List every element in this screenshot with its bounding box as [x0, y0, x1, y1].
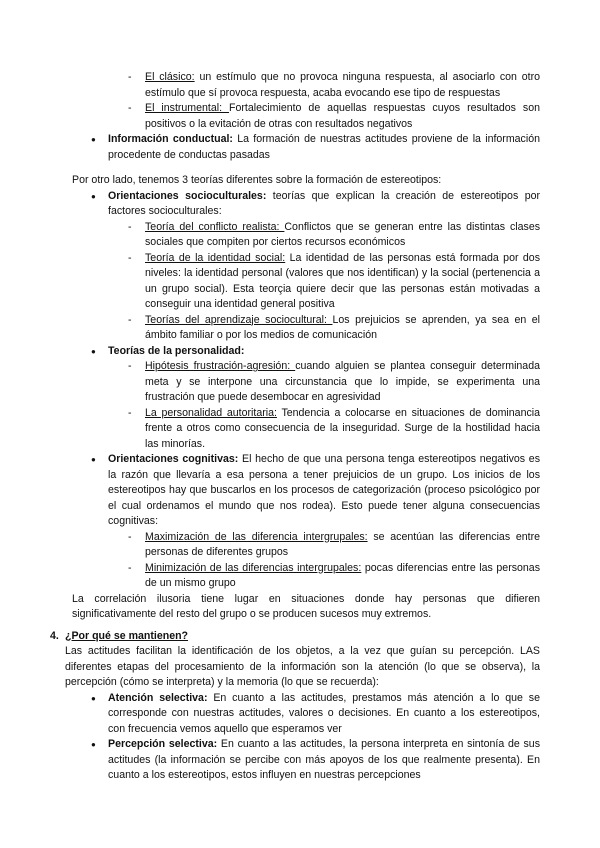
term: Minimización de las diferencias intergrupales: [145, 561, 362, 574]
list-item [145, 101, 540, 132]
list-item [108, 344, 540, 360]
section-title: ¿Por qué se mantienen? [65, 629, 189, 642]
list-item [145, 561, 540, 592]
list-item [145, 359, 540, 406]
term: Teorías del aprendizaje sociocultural: [145, 313, 333, 326]
item-text: La formación de nuestras actitudes proviene de la información procedente de conductas pasadas [108, 133, 540, 161]
term: Atención selectiva: [108, 691, 208, 704]
item-text: cuando alguien se plantea conseguir determinada meta y se interpone una circunstancia que lo impide, se experimenta una frustración que puede desembocar en agresividad [145, 360, 540, 403]
item-text: En cuanto a las actitudes, prestamos más atención a lo que se corresponde con nuestras actitudes, valores o decisiones. En cuanto a los estereotipos, con frecuencia vemos aquello que esperamos ver [108, 691, 540, 735]
term: Percepción selectiva: [108, 738, 218, 750]
item-text: se acentúan las diferencias entre personas de diferentes grupos [145, 530, 541, 558]
item-text: La identidad de las personas está formada por dos niveles: la identidad personal (valores que nos identifican) y la social (pertenencia a un grupo social). Esta teorçia quiere decir que las personas están motivadas a conseguir una identidad general positiva [145, 251, 540, 310]
term: La personalidad autoritaria: [145, 406, 277, 419]
list-item [145, 530, 540, 561]
term: Información conductual: [108, 133, 233, 145]
list-item [108, 737, 540, 784]
term: Hipótesis frustración-agresión: [145, 360, 296, 372]
list-item [145, 313, 540, 344]
term: Teoría del conflicto realista: [145, 220, 285, 233]
term: Teorías de la personalidad: [108, 344, 245, 357]
paragraph: Por otro lado, tenemos 3 teorías diferentes sobre la formación de estereotipos: [72, 174, 442, 186]
list-item [108, 452, 540, 530]
list-item [145, 406, 540, 453]
item-text: El hecho de que una persona tenga estereotipos negativos es la razón que llevaría a esa persona a tener prejuicios de un grupo. Los inicios de los estereotipos hay que buscarlos en los procesos de categorización (proceso psicológico por el cual ordenamos el mundo que nos rodea). Esto puede tener alguna consecuencias cognitivas: [108, 453, 540, 527]
item-text: Conflictos que se generan entre las distintas clases sociales que compiten por ciertos recursos económicos [145, 220, 541, 248]
list-item [108, 132, 540, 163]
section-heading [50, 629, 540, 645]
term: El clásico: [145, 71, 195, 83]
term: Orientaciones socioculturales: [108, 189, 267, 202]
list-item [145, 251, 540, 313]
item-text: En cuanto a las actitudes, la persona interpreta en sintonía de sus actitudes (la información se percibe con más apoyos de los que realmente presenta). En cuanto a los estereotipos, estos influyen en nuestras percepciones [108, 738, 540, 781]
paragraph: Las actitudes facilitan la identificación de los objetos, a la vez que guían su percepción. LAS diferentes etapas del procesamiento de la información son la atención (lo que se observa), la percepción (cómo se interpreta) y la memoria (lo que se recuerda): [65, 645, 540, 688]
item-text: Los prejuicios se aprenden, ya sea en el ámbito familiar o por los medios de comunicación [145, 313, 541, 341]
item-text: teorías que explican la creación de estereotipos por factores socioculturales: [108, 189, 540, 217]
term: Maximización de las diferencia intergrupales: [145, 530, 368, 543]
list-item [145, 70, 540, 101]
list-item [145, 220, 540, 251]
section-number: 4. [50, 629, 59, 642]
term: Orientaciones cognitivas: [108, 453, 239, 465]
item-text: Tendencia a colocarse en situaciones de dominancia frente a otros como consecuencia de la inseguridad. Surge de la hostilidad hacia las minorías. [145, 406, 541, 450]
list-item [108, 691, 540, 738]
item-text: un estímulo que no provoca ninguna respuesta, al asociarlo con otro estímulo que sí provoca respuesta, acaba evocando ese tipo de respuestas [145, 71, 540, 99]
item-text: pocas diferencias entre las personas de un mismo grupo [145, 561, 540, 589]
list-item [108, 189, 540, 220]
term: El instrumental: [145, 102, 230, 114]
paragraph: La correlación ilusoria tiene lugar en situaciones donde hay personas que difieren significativamente del resto del grupo o se producen sucesos muy extremos. [72, 592, 540, 620]
term: Teoría de la identidad social: [145, 251, 286, 264]
item-text: Fortalecimiento de aquellas respuestas cuyos resultados son positivos o la evitación de otras con resultados negativos [145, 102, 541, 130]
